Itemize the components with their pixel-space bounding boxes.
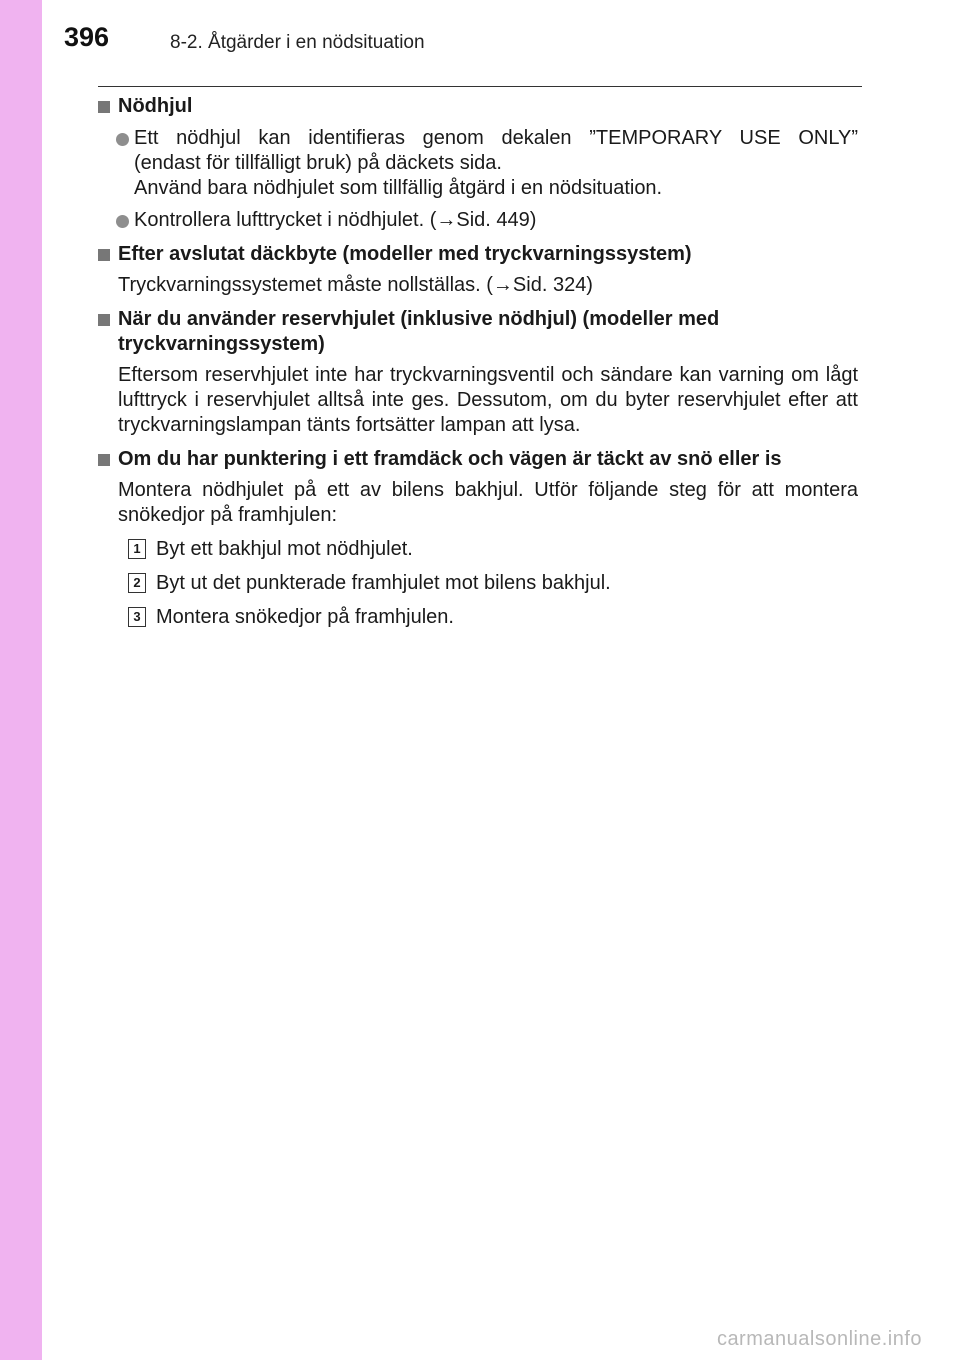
section-heading-dackbyte — [98, 242, 858, 267]
watermark: carmanualsonline.info — [716, 1328, 922, 1350]
chapter-title: 8-2. Åtgärder i en nödsituation — [170, 32, 425, 53]
heading-text: Nödhjul — [118, 95, 193, 117]
heading-text: När du använder reservhjulet (inklusive nödhjul) (modeller med tryckvarningssystem) — [118, 308, 720, 355]
step-item — [98, 537, 858, 562]
square-bullet-icon — [98, 249, 110, 261]
square-bullet-icon — [98, 101, 110, 113]
section-heading-nodhjul — [98, 94, 858, 119]
step-text: Byt ett bakhjul mot nödhjulet. — [156, 538, 413, 560]
step-text: Montera snökedjor på framhjulen. — [156, 606, 454, 628]
bullet-line: Använd bara nödhjulet som tillfällig åtgärd i en nödsituation. — [134, 177, 663, 199]
bullet-item — [98, 208, 858, 233]
step-number-badge: 3 — [128, 607, 146, 627]
section-paragraph: Montera nödhjulet på ett av bilens bakhjul. Utför följande steg för att montera snökedjor på framhjulen: — [118, 479, 858, 526]
step-number-badge: 2 — [128, 573, 146, 593]
bullet-text: Kontrollera lufttrycket i nödhjulet. (→Sid. 449) — [134, 209, 537, 231]
round-bullet-icon — [116, 133, 129, 146]
square-bullet-icon — [98, 314, 110, 326]
bullet-item — [98, 126, 858, 201]
step-number-badge: 1 — [128, 539, 146, 559]
section-heading-reservhjul — [98, 307, 858, 357]
round-bullet-icon — [116, 215, 129, 228]
step-item — [98, 571, 858, 596]
header-divider — [98, 86, 862, 87]
bullet-line: Ett nödhjul kan identifieras genom dekalen ”TEMPORARY USE ONLY” — [134, 127, 858, 149]
bullet-line: (endast för tillfälligt bruk) på däckets sida. — [134, 152, 502, 174]
heading-text: Om du har punktering i ett framdäck och vägen är täckt av snö eller is — [118, 448, 782, 470]
heading-text: Efter avslutat däckbyte (modeller med tryckvarningssystem) — [118, 243, 692, 265]
chapter-tab-sidebar — [0, 0, 42, 1360]
page-number: 396 — [64, 22, 110, 52]
square-bullet-icon — [98, 454, 110, 466]
step-item — [98, 605, 858, 630]
section-paragraph: Tryckvarningssystemet måste nollställas. (→Sid. 324) — [118, 274, 593, 296]
section-paragraph: Eftersom reservhjulet inte har tryckvarningsventil och sändare kan varning om lågt lufttryck i reservhjulet alltså inte ges. Dessutom, om du byter reservhjulet efter att tryckvarningslampan tänts fortsätter lampan att lysa. — [118, 364, 858, 436]
page-content — [98, 94, 858, 630]
section-heading-punktering — [98, 447, 858, 472]
step-text: Byt ut det punkterade framhjulet mot bilens bakhjul. — [156, 572, 611, 594]
